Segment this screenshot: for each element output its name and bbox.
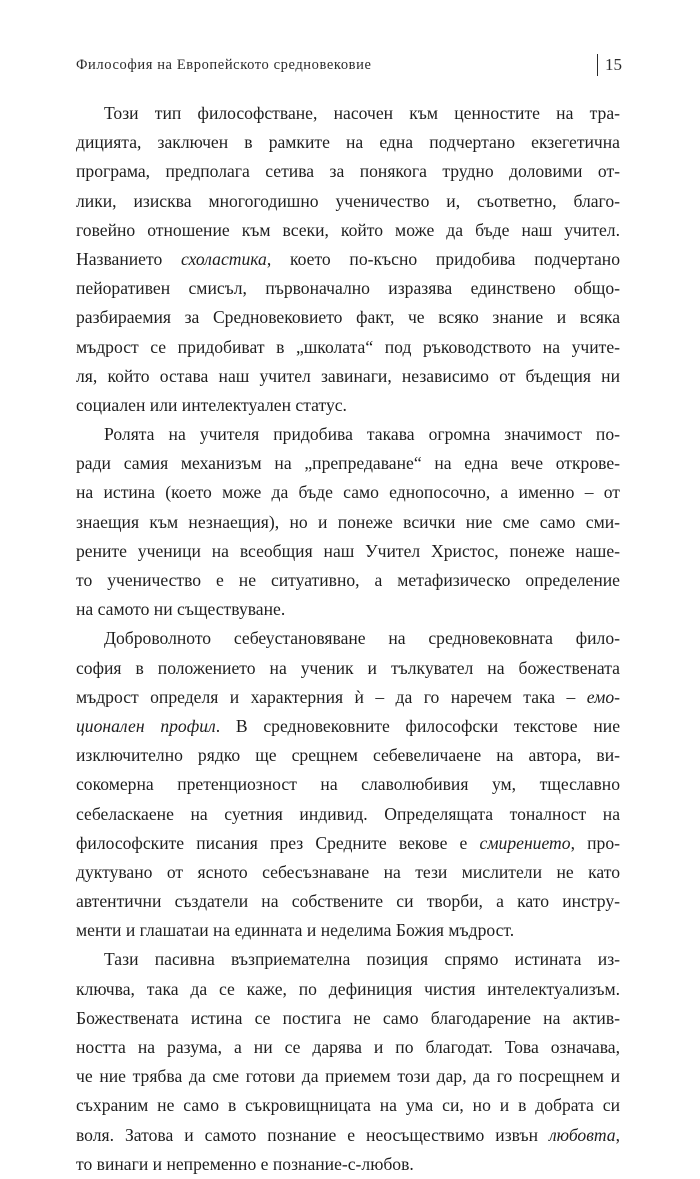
text-line <box>76 770 620 799</box>
text-line <box>76 478 620 507</box>
text-line <box>76 829 620 858</box>
italic-term: любовта <box>548 1124 616 1145</box>
running-head-title: Философия на Европейското средновековие <box>76 57 372 73</box>
text-run: Този тип философстване, насочен към ценностите на тра- <box>104 103 620 123</box>
text-line <box>76 1033 620 1062</box>
text-line <box>76 566 620 595</box>
text-line <box>76 624 620 653</box>
paragraph <box>76 99 620 420</box>
text-line <box>76 449 620 478</box>
text-run: лики, изисква многогодишно ученичество и, съответно, благо- <box>76 190 620 211</box>
text-run: то винаги и непременно е познание-с-любов. <box>76 1153 414 1174</box>
text-run: . В средновековните философски текстове ние <box>215 715 620 736</box>
text-run: сокомерна претенциозност на славолюбивия ум, тщеславно <box>76 774 620 795</box>
text-run: автентични създатели на собствените си творби, а като инстру- <box>76 891 620 912</box>
text-line <box>76 858 620 887</box>
text-run: то ученичество е не ситуативно, а метафизическо определение <box>76 570 620 590</box>
text-line <box>76 683 620 712</box>
text-run: Доброволното себеустановяване на средновековната фило- <box>104 628 620 649</box>
text-line <box>76 157 620 186</box>
text-line <box>76 1121 620 1150</box>
text-line <box>76 654 620 683</box>
italic-term: емо- <box>586 686 620 707</box>
text-run: ключва, така да се каже, по дефиниция чистия интелектуализъм. <box>76 978 620 999</box>
italic-term: схоластика <box>180 248 267 269</box>
text-run: разбираемия за Средновековието факт, че всяко знание и всяка <box>76 307 620 328</box>
text-run: социален или интелектуален статус. <box>76 394 347 415</box>
text-run: рените ученици на всеобщия наш Учител Христос, понеже наше- <box>76 540 620 561</box>
text-line <box>76 595 620 624</box>
text-run: Ролята на учителя придобива такава огромна значимост по- <box>104 424 620 445</box>
text-run: мъдрост определя и характерния ѝ – да го наречем така – <box>76 686 587 707</box>
text-run: на самото ни съществуване. <box>76 599 286 620</box>
text-line <box>76 274 620 303</box>
text-run: дуктувано от ясното себесъзнаване на тези мислители не като <box>76 861 620 882</box>
text-run: съхраним не само в съкровищницата на ума си, но и в добрата си <box>76 1095 620 1116</box>
text-run: софия в положението на ученик и тълкувател на божествената <box>76 657 620 678</box>
italic-term: смирението <box>479 832 571 853</box>
paragraph <box>76 420 620 624</box>
text-run: знаещия към незнаещия), но и понеже всички ние сме само сми- <box>76 511 620 532</box>
text-line <box>76 1004 620 1033</box>
body-text <box>76 99 620 1179</box>
text-line <box>76 1091 620 1120</box>
text-line <box>76 741 620 770</box>
text-run: че ние трябва да сме готови да приемем този дар, да го посрещнем и <box>76 1066 620 1087</box>
page-number: 15 <box>605 55 622 74</box>
text-run: програма, предполага сетива за понякога трудно доловими от- <box>76 161 620 182</box>
text-run: пейоративен смисъл, първоначално изразява единствено общо- <box>76 278 620 299</box>
text-line <box>76 391 620 420</box>
text-line <box>76 508 620 537</box>
paragraph <box>76 945 620 1179</box>
text-run: на истина (което може да бъде само еднопосочно, а именно – от <box>76 482 620 503</box>
text-line <box>76 362 620 391</box>
text-run: изключително рядко ще срещнем себевеличаене на автора, ви- <box>76 745 620 766</box>
text-run: , което по-късно придобива подчертано <box>266 248 620 269</box>
text-run: Тази пасивна възприемателна позиция спрямо истината из- <box>104 949 620 970</box>
text-run: себеласкаене на суетния индивид. Определящата тоналност на <box>76 803 620 824</box>
text-line <box>76 1150 620 1179</box>
text-run: Названието <box>76 248 181 269</box>
text-line <box>76 887 620 916</box>
text-line <box>76 187 620 216</box>
text-run: Божествената истина се постига не само благодарение на актив- <box>76 1007 620 1028</box>
text-line <box>76 800 620 829</box>
text-line <box>76 128 620 157</box>
text-run: ността на разума, а ни се дарява и по благодат. Това означава, <box>76 1037 620 1057</box>
text-run: философските писания през Средните векове е <box>76 832 480 853</box>
text-line <box>76 975 620 1004</box>
text-line <box>76 1062 620 1091</box>
text-run: ради самия механизъм на „препредаване“ на една вече открове- <box>76 453 620 474</box>
text-run: говейно отношение към всеки, който може да бъде наш учител. <box>76 219 620 240</box>
italic-term: ционален профил <box>76 715 216 736</box>
text-line <box>76 216 620 245</box>
text-run: воля. Затова и самото познание е неосъществимо извън <box>76 1124 549 1145</box>
text-line <box>76 945 620 974</box>
text-line <box>76 99 620 128</box>
text-line <box>76 420 620 449</box>
text-line <box>76 916 620 945</box>
text-line <box>76 245 620 274</box>
text-line <box>76 712 620 741</box>
text-run: , <box>615 1124 620 1145</box>
text-run: мъдрост се придобиват в „школата“ под ръководството на учите- <box>76 336 620 357</box>
paragraph <box>76 624 620 945</box>
page-number-block <box>597 52 622 78</box>
text-run: менти и глашатаи на единната и неделима Божия мъдрост. <box>76 920 515 941</box>
text-run: ля, който остава наш учител завинаги, независимо от бъдещия ни <box>76 365 620 386</box>
text-line <box>76 303 620 332</box>
text-run: , про- <box>570 832 620 853</box>
text-line <box>76 333 620 362</box>
text-run: дицията, заключен в рамките на една подчертано екзегетична <box>76 132 620 153</box>
text-line <box>76 537 620 566</box>
header-vertical-rule <box>597 54 598 76</box>
